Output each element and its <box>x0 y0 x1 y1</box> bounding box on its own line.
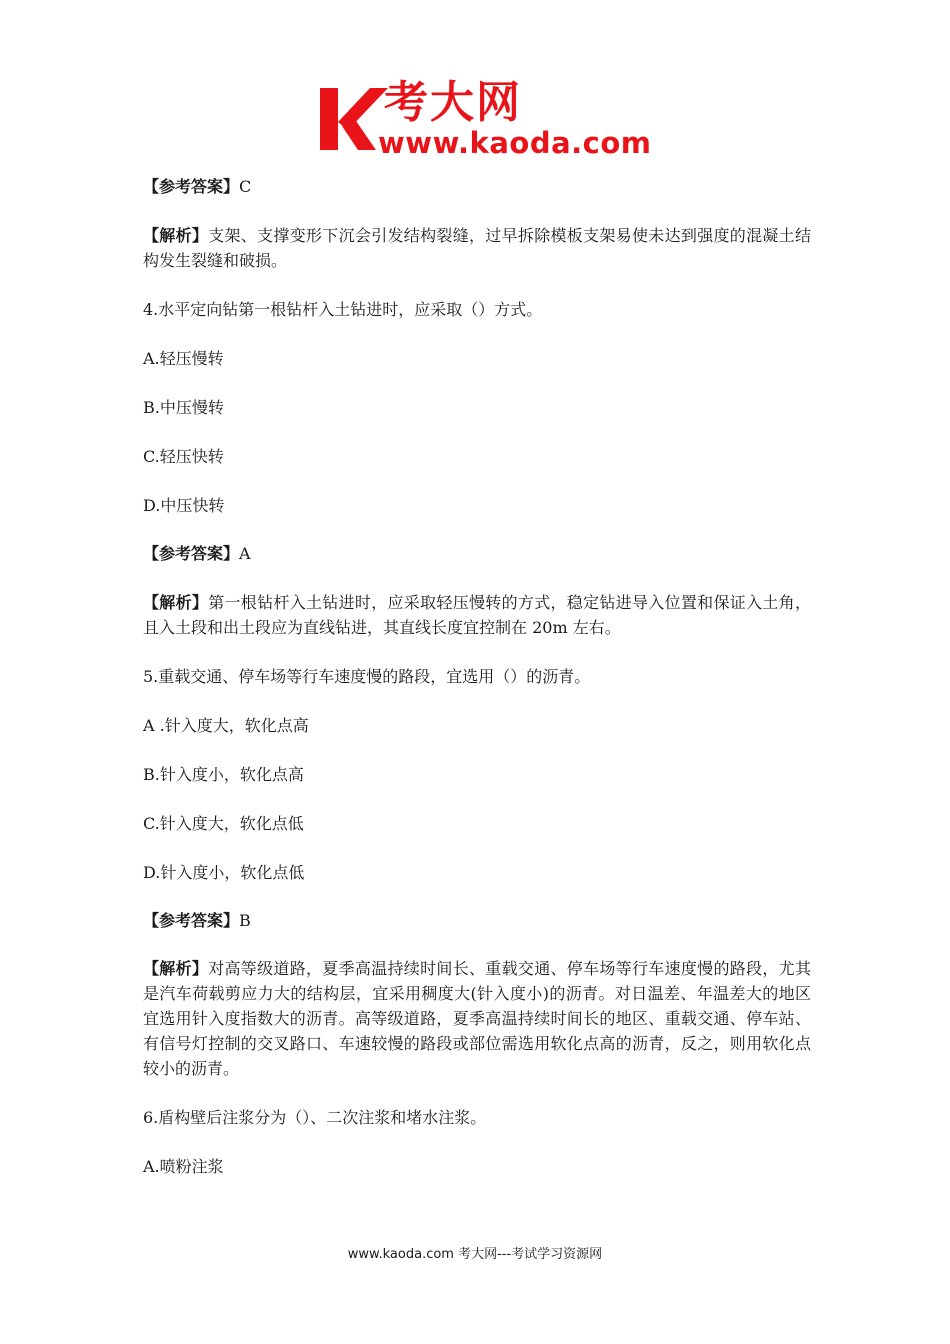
explanation-4 <box>143 590 811 640</box>
explanation-label: 【解析】 <box>143 593 209 612</box>
answer-label: 【参考答案】 <box>143 177 240 196</box>
question-4-option-a: A.轻压慢转 <box>143 349 224 368</box>
answer-4 <box>143 541 813 566</box>
question-4: 4.水平定向钻第一根钻杆入土钻进时，应采取（）方式。 <box>143 300 543 319</box>
question-5-option-b: B.针入度小，软化点高 <box>143 765 304 784</box>
question-4-option-d: D.中压快转 <box>143 496 225 515</box>
question-5-option-d: D.针入度小，软化点低 <box>143 863 305 882</box>
question-4-option-b: B.中压慢转 <box>143 398 224 417</box>
brand-url: www.kaoda.com <box>378 126 652 160</box>
answer-value: C <box>239 177 252 196</box>
answer-3 <box>143 174 813 199</box>
explanation-text: 支架、支撑变形下沉会引发结构裂缝，过早拆除模板支架易使未达到强度的混凝土结构发生裂缝和破损。 <box>143 226 811 270</box>
explanation-label: 【解析】 <box>143 226 209 245</box>
question-5-option-c: C.针入度大，软化点低 <box>143 814 304 833</box>
question-5: 5.重载交通、停车场等行车速度慢的路段，宜选用（）的沥青。 <box>143 667 591 686</box>
explanation-text: 对高等级道路，夏季高温持续时间长、重载交通、停车场等行车速度慢的路段，尤其是汽车荷载剪应力大的结构层，宜采用稠度大(针入度小)的沥青。对日温差、年温差大的地区宜选用针入度指数大的沥青。高等级道路，夏季高温持续时间长的地区、重载交通、停车站、有信号灯控制的交叉路口、车速较慢的路段或部位需选用软化点高的沥青，反之，则用软化点较小的沥青。 <box>143 959 811 1078</box>
explanation-text: 第一根钻杆入土钻进时，应采取轻压慢转的方式，稳定钻进导入位置和保证入土角，且入土段和出土段应为直线钻进，其直线长度宜控制在 20m 左右。 <box>143 593 811 637</box>
page-footer: www.kaoda.com 考大网---考试学习资源网 <box>347 1247 603 1262</box>
question-5-option-a: A .针入度大，软化点高 <box>143 716 309 735</box>
answer-5 <box>143 908 813 933</box>
answer-label: 【参考答案】 <box>143 911 240 930</box>
explanation-label: 【解析】 <box>143 959 209 978</box>
question-4-option-c: C.轻压快转 <box>143 447 224 466</box>
brand-name: 考大网 <box>384 77 522 128</box>
answer-value: A <box>239 544 251 563</box>
answer-value: B <box>239 911 251 930</box>
kaoda-logo <box>318 77 652 160</box>
explanation-3 <box>143 223 811 273</box>
question-6: 6.盾构壁后注浆分为（）、二次注浆和堵水注浆。 <box>143 1108 487 1127</box>
answer-label: 【参考答案】 <box>143 544 240 563</box>
explanation-5 <box>143 956 811 1081</box>
question-6-option-a: A.喷粉注浆 <box>143 1157 224 1176</box>
